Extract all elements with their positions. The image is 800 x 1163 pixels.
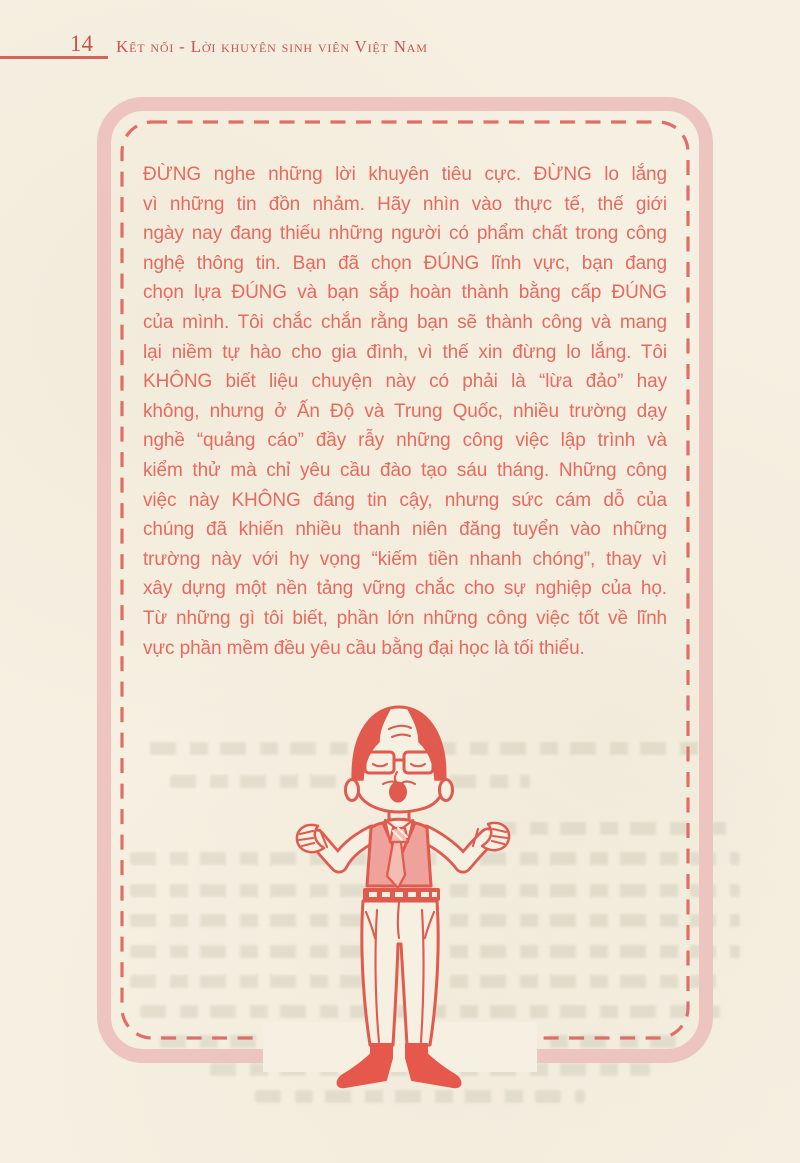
quote-line: ngày nay đang thiếu những người có phẩm chất trong công [143,223,667,245]
quote-line: Từ những gì tôi biết, phần lớn những công việc tốt về lĩnh [143,607,667,629]
quote-line: việc này KHÔNG đáng tin cậy, nhưng sức cám dỗ của [143,489,667,511]
quote-line: chúng đã khiến nhiều thanh niên đăng tuyển vào những [143,519,667,541]
mouth [389,782,407,803]
quote-line: nghề “quảng cáo” đầy rẫy những công việc lập trình và [143,430,667,452]
left-shoe [338,1044,392,1087]
page-number: 14 [70,31,93,56]
quote-line: chọn lựa ĐÚNG và bạn sắp hoàn thành bằng cấp ĐÚNG [143,282,667,304]
right-shoe [406,1044,460,1087]
quote-line: của mình. Tôi chắc chắn rằng bạn sẽ thành công và mang [143,311,667,333]
pants [362,901,438,1045]
quote-line: xây dựng một nền tảng vững chắc cho sự nghiệp của họ. [143,578,667,600]
quote-line: KHÔNG biết liệu chuyện này có phải là “lừa đảo” hay [143,371,667,393]
quote-text [143,160,667,663]
quote-line: kiểm thử mà chỉ yêu cầu đào tạo sáu tháng. Những công [143,459,667,481]
quote-line: không, nhưng ở Ấn Độ và Trung Quốc, nhiều trường dạy [143,400,667,422]
quote-line: vì những tin đồn nhảm. Hãy nhìn vào thực tế, thế giới [143,193,667,215]
quote-line: ĐỪNG nghe những lời khuyên tiêu cực. ĐỪNG lo lắng [143,164,667,185]
quote-line: lại niềm tự hào cho gia đình, vì thế xin đừng lo lắng. Tôi [143,341,667,363]
quote-line: trường này với hy vọng “kiếm tiền nhanh chóng”, thay vì [143,548,667,570]
chapter-title: Kết nối - Lời khuyên sinh viên Việt Nam [116,37,428,56]
shrugging-man-illustration [293,690,583,1120]
right-ear [440,780,453,801]
left-ear [346,780,359,801]
quote-line: nghệ thông tin. Bạn đã chọn ĐÚNG lĩnh vực, bạn đang [143,252,667,274]
quote-line: vực phần mềm đều yêu cầu bằng đại học là tối thiểu. [143,637,585,659]
